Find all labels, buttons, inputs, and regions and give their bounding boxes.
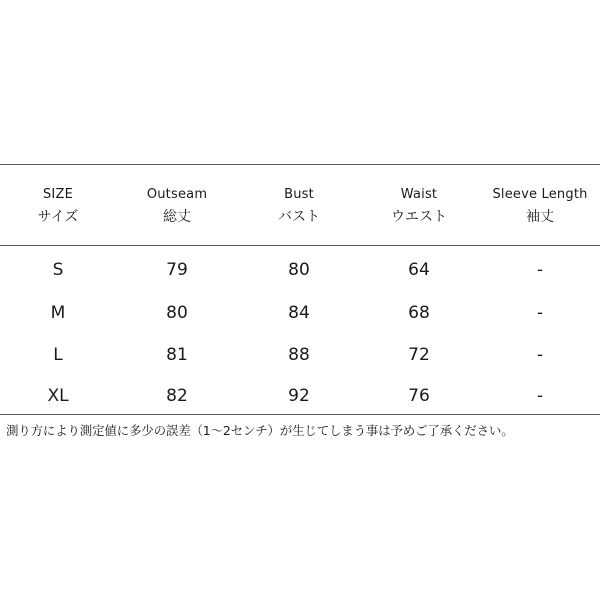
table-bottom-rule: [0, 414, 600, 415]
header-sleeve-length: [480, 186, 600, 227]
header-waist: [359, 186, 479, 227]
sleeve-length-cell: -: [536, 303, 544, 323]
table-row: [0, 385, 600, 409]
header-size-jp: サイズ: [37, 209, 79, 225]
size-cell: XL: [47, 386, 69, 406]
waist-cell: 72: [408, 345, 430, 365]
size-cell: M: [50, 303, 66, 323]
bust-cell: 84: [288, 303, 310, 323]
size-cell: L: [53, 345, 63, 365]
header-waist-jp: ウエスト: [391, 209, 447, 225]
header-bust-jp: バスト: [278, 209, 320, 225]
outseam-cell: 82: [166, 386, 188, 406]
bust-cell: 92: [288, 386, 310, 406]
table-row: [0, 302, 600, 326]
header-bust: [239, 186, 359, 227]
sleeve-length-cell: -: [536, 386, 544, 406]
header-sleeve-length-jp: 袖丈: [526, 209, 554, 225]
size-cell: S: [52, 260, 64, 280]
bust-cell: 80: [288, 260, 310, 280]
table-header-rule: [0, 245, 600, 246]
header-waist-en: Waist: [400, 187, 438, 202]
waist-cell: 64: [408, 260, 430, 280]
waist-cell: 68: [408, 303, 430, 323]
outseam-cell: 81: [166, 345, 188, 365]
table-row: [0, 344, 600, 368]
header-size: [0, 186, 118, 227]
table-header-row: [0, 186, 600, 234]
bust-cell: 88: [288, 345, 310, 365]
outseam-cell: 80: [166, 303, 188, 323]
table-row: [0, 259, 600, 283]
header-sleeve-length-en: Sleeve Length: [492, 187, 588, 202]
header-outseam-jp: 総丈: [163, 209, 191, 225]
header-bust-en: Bust: [284, 187, 314, 202]
sleeve-length-cell: -: [536, 345, 544, 365]
measurement-note: 測り方により測定値に多少の誤差（1〜2センチ）が生じてしまう事は予めご了承ください。: [6, 423, 514, 438]
header-outseam-en: Outseam: [146, 187, 208, 202]
sleeve-length-cell: -: [536, 260, 544, 280]
outseam-cell: 79: [166, 260, 188, 280]
header-outseam: [117, 186, 237, 227]
table-top-rule: [0, 164, 600, 165]
waist-cell: 76: [408, 386, 430, 406]
header-size-en: SIZE: [42, 187, 73, 202]
